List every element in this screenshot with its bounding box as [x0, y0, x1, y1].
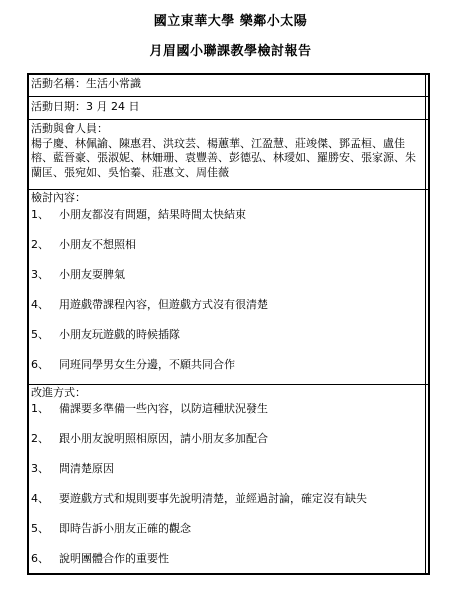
review-item: [31, 238, 136, 252]
participants-label: 活動與會人員：: [31, 122, 108, 135]
improvement-label: 改進方式：: [31, 386, 86, 399]
improvement-item: [31, 402, 268, 416]
form-inner-border: [425, 75, 426, 573]
improvement-item-text: 即時告訴小朋友正確的觀念: [59, 522, 191, 535]
activity-name-field: 活動名稱：生活小常識: [31, 77, 141, 90]
improvement-item-text: 跟小朋友說明照相原因，請小朋友多加配合: [59, 432, 268, 445]
review-item: [31, 268, 125, 282]
review-item: [31, 298, 268, 312]
review-item-text: 同班同學男女生分邊，不願共同合作: [59, 358, 235, 371]
divider: [29, 189, 428, 190]
report-title-school: 國立東華大學 樂鄰小太陽: [153, 14, 308, 29]
improvement-item: [31, 552, 169, 566]
improvement-item: [31, 462, 114, 476]
divider: [29, 96, 428, 97]
review-item-text: 用遊戲帶課程內容，但遊戲方式沒有很清楚: [59, 298, 268, 311]
participants-section: [29, 122, 425, 180]
divider: [29, 384, 428, 385]
review-item-text: 小朋友耍脾氣: [59, 268, 125, 281]
review-item-number: 4、: [31, 298, 49, 311]
divider: [29, 119, 428, 120]
review-item-number: 6、: [31, 358, 49, 371]
improvement-item-text: 備課要多準備一些內容，以防這種狀況發生: [59, 402, 268, 415]
improvement-item-number: 6、: [31, 552, 49, 565]
review-item: [31, 358, 235, 372]
review-item-number: 3、: [31, 268, 49, 281]
review-label: 檢討內容：: [31, 191, 86, 204]
review-item: [31, 328, 180, 342]
improvement-item-number: 3、: [31, 462, 49, 475]
activity-date-field: 活動日期：3 月 24 日: [31, 100, 140, 113]
improvement-item-text: 問清楚原因: [59, 462, 114, 475]
review-item-number: 5、: [31, 328, 49, 341]
report-form: [27, 73, 430, 575]
improvement-item-number: 1、: [31, 402, 49, 415]
improvement-item-number: 4、: [31, 492, 49, 505]
improvement-item: [31, 522, 191, 536]
improvement-item: [31, 432, 268, 446]
review-item-number: 1、: [31, 208, 49, 221]
report-title: 月眉國小聯課教學檢討報告: [149, 44, 312, 59]
improvement-item-text: 要遊戲方式和規則要事先說明清楚，並經過討論，確定沒有缺失: [59, 492, 367, 505]
participants-names: 楊子慶、林佩諭、陳惠君、洪玟芸、楊蕙華、江盈慧、莊竣傑、鄧孟桓、盧佳榕、藍晉豪、張淑妮、林姍珊、袁豐善、彭德弘、林璦如、羅勝安、張家源、朱蘭匡、張宛如、吳怡蓁、莊惠文、周佳薇: [31, 136, 416, 179]
improvement-item-number: 5、: [31, 522, 49, 535]
review-item: [31, 208, 246, 222]
improvement-item-text: 說明團體合作的重要性: [59, 552, 169, 565]
improvement-item: [31, 492, 367, 506]
review-item-text: 小朋友不想照相: [59, 238, 136, 251]
review-item-number: 2、: [31, 238, 49, 251]
improvement-item-number: 2、: [31, 432, 49, 445]
review-item-text: 小朋友玩遊戲的時候插隊: [59, 328, 180, 341]
review-item-text: 小朋友都沒有問題，結果時間太快結束: [59, 208, 246, 221]
